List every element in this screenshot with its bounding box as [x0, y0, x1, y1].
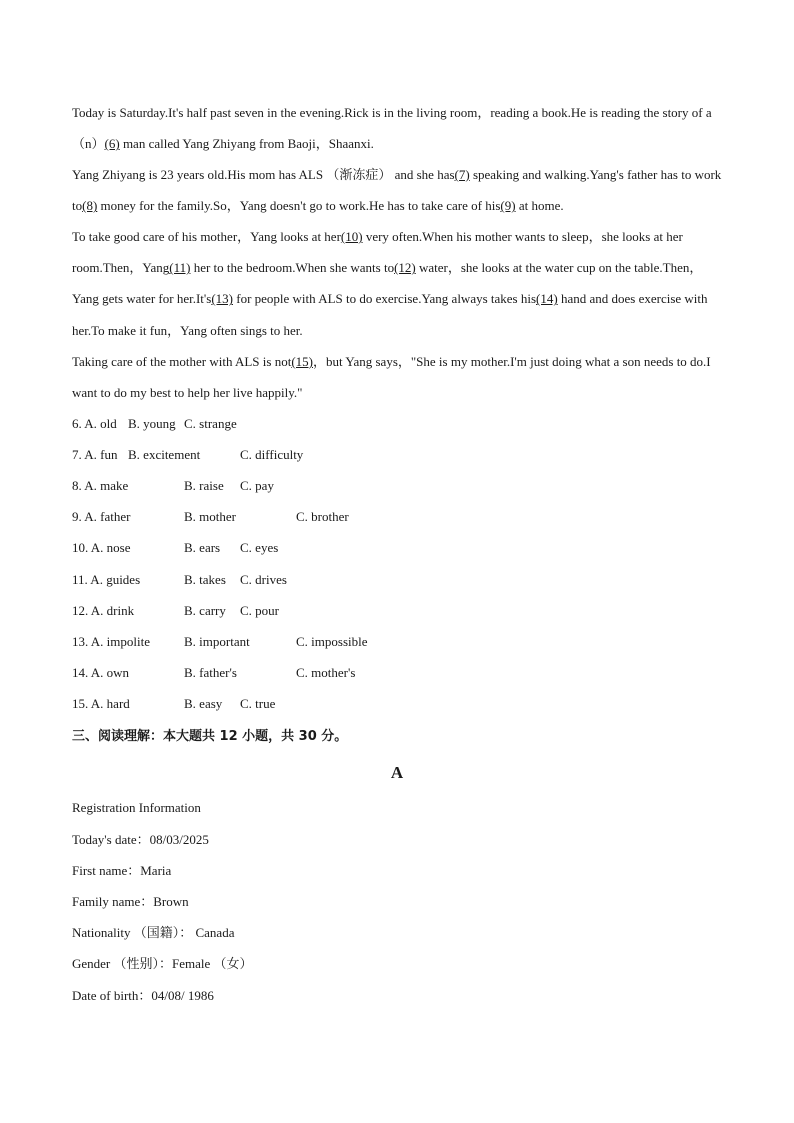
option-c: C. eyes — [240, 540, 279, 555]
option-b: B. ears — [184, 540, 221, 555]
registration-gender: Gender （性别）：Female （女） — [72, 956, 253, 971]
passage-text: for people with ALS to do exercise.Yang always takes his — [232, 291, 537, 307]
option-b: B. young — [128, 416, 176, 431]
option-a: 15. A. hard — [72, 696, 130, 711]
blank-14: (14) — [536, 291, 558, 307]
option-b: B. carry — [184, 603, 226, 618]
passage-text: Taking care of the mother with ALS is not — [72, 354, 292, 369]
blank-8: (8) — [82, 198, 98, 214]
passage-paragraph-1 — [72, 97, 722, 159]
option-c: C. strange — [184, 416, 237, 431]
passage-text: Yang Zhiyang is 23 years old.His mom has ALS （渐冻症） and she has — [72, 167, 455, 182]
option-c: C. true — [240, 696, 276, 711]
passage-text: her to the bedroom.When she wants to — [190, 260, 395, 276]
passage-text: water，she looks at the water cup on the table.Then，Yang gets water for her.It's — [72, 260, 703, 307]
section-letter: A — [390, 763, 404, 782]
option-a: 9. A. father — [72, 509, 131, 524]
option-b: B. easy — [184, 696, 223, 711]
option-a: 11. A. guides — [72, 572, 141, 587]
blank-11: (11) — [169, 260, 191, 276]
passage-text: speaking and walking.Yang's father has to work to — [72, 167, 722, 214]
blank-7: (7) — [454, 167, 470, 182]
option-c: C. drives — [240, 572, 287, 587]
blank-15: (15) — [291, 354, 313, 369]
option-a: 7. A. fun — [72, 447, 118, 462]
option-a: 10. A. nose — [72, 540, 131, 555]
option-c: C. brother — [296, 509, 349, 524]
registration-dob: Date of birth：04/08/ 1986 — [72, 988, 214, 1003]
registration-title: Registration Information — [72, 800, 201, 815]
passage-text: at home. — [515, 198, 564, 214]
passage-text: very often.When his mother wants to sleep，she looks at her room.Then，Yang — [72, 229, 683, 276]
blank-12: (12) — [394, 260, 416, 276]
passage-paragraph-3 — [72, 221, 722, 346]
option-b: B. takes — [184, 572, 226, 587]
section-heading: 三、阅读理解：本大题共 12 小题，共 30 分。 — [72, 729, 348, 744]
option-b: B. excitement — [128, 447, 201, 462]
registration-date: Today's date：08/03/2025 — [72, 832, 209, 847]
option-a: 12. A. drink — [72, 603, 135, 618]
option-a: 14. A. own — [72, 665, 130, 680]
passage-text: money for the family.So，Yang doesn't go to work.He has to take care of his — [97, 198, 501, 214]
option-b: B. mother — [184, 509, 236, 524]
blank-13: (13) — [211, 291, 233, 307]
option-a: 8. A. make — [72, 478, 129, 493]
passage-paragraph-2 — [72, 159, 722, 221]
blank-6: (6) — [104, 136, 120, 152]
option-c: C. pay — [240, 478, 274, 493]
option-a: 6. A. old — [72, 416, 117, 431]
passage-text: To take good care of his mother，Yang looks at her — [72, 229, 341, 244]
passage-paragraph-4 — [72, 346, 722, 408]
option-b: B. raise — [184, 478, 224, 493]
registration-nationality: Nationality （国籍）： Canada — [72, 925, 235, 940]
option-c: C. mother's — [296, 665, 356, 680]
option-c: C. pour — [240, 603, 279, 618]
option-c: C. difficulty — [240, 447, 304, 462]
option-b: B. father's — [184, 665, 237, 680]
option-c: C. impossible — [296, 634, 368, 649]
passage-text: man called Yang Zhiyang from Baoji，Shaanxi. — [119, 136, 374, 152]
passage-text: hand and does exercise with her.To make it fun，Yang often sings to her. — [72, 291, 708, 338]
passage-text: ，but Yang says，"She is my mother.I'm just doing what a son needs to do.I want to do my best to help her live happily." — [72, 354, 711, 401]
option-a: 13. A. impolite — [72, 634, 150, 649]
registration-first-name: First name：Maria — [72, 863, 172, 878]
option-b: B. important — [184, 634, 250, 649]
registration-family-name: Family name：Brown — [72, 894, 189, 909]
passage-text: Today is Saturday.It's half past seven in the evening.Rick is in the living room，reading a book.He is reading the story of a（n） — [72, 105, 712, 152]
blank-10: (10) — [340, 229, 363, 244]
blank-9: (9) — [500, 198, 516, 214]
